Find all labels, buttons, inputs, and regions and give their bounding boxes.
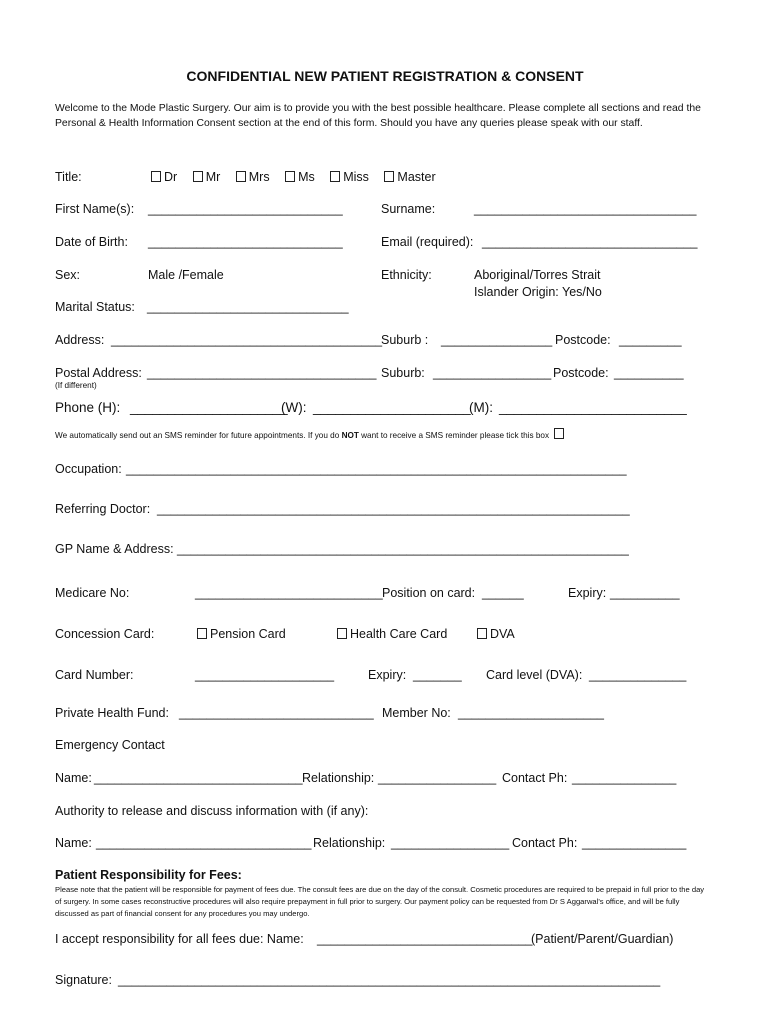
title-option-dr[interactable]: Dr [151, 170, 177, 184]
marital-status-label: Marital Status: [55, 300, 135, 314]
card-number-field[interactable]: ____________________ [195, 668, 335, 682]
suburb-field[interactable]: ________________ [441, 333, 553, 347]
emergency-name-label: Name: [55, 771, 92, 785]
card-level-label: Card level (DVA): [486, 668, 583, 682]
emergency-name-field[interactable]: ______________________________ [94, 771, 303, 785]
phone-mobile-field[interactable]: _________________________ [499, 400, 687, 415]
accept-label: I accept responsibility for all fees due: Name: [55, 932, 304, 946]
checkbox-icon[interactable] [193, 171, 203, 182]
address-field[interactable]: _______________________________________ [111, 333, 383, 347]
postal-postcode-label: Postcode: [553, 366, 609, 380]
checkbox-icon[interactable] [236, 171, 246, 182]
phone-work-field[interactable]: _____________________ [313, 400, 471, 415]
first-name-label: First Name(s): [55, 202, 135, 216]
authority-relationship-field[interactable]: _________________ [391, 836, 510, 850]
authority-phone-field[interactable]: _______________ [582, 836, 687, 850]
surname-label: Surname: [381, 202, 436, 216]
accept-name-field[interactable]: _______________________________ [317, 932, 533, 946]
card-level-field[interactable]: ______________ [589, 668, 687, 682]
concession-option-dva[interactable]: DVA [477, 627, 515, 641]
emergency-phone-label: Contact Ph: [502, 771, 568, 785]
title-option-master[interactable]: Master [384, 170, 435, 184]
fees-heading: Patient Responsibility for Fees: [55, 868, 242, 882]
form-title: CONFIDENTIAL NEW PATIENT REGISTRATION & CONSENT [186, 68, 584, 84]
checkbox-icon[interactable] [337, 628, 347, 639]
dob-label: Date of Birth: [55, 235, 128, 249]
accept-suffix: (Patient/Parent/Guardian) [531, 932, 674, 946]
occupation-label: Occupation: [55, 462, 122, 476]
gp-label: GP Name & Address: [55, 542, 174, 556]
sex-label: Sex: [55, 268, 81, 282]
checkbox-icon[interactable] [197, 628, 207, 639]
title-option-miss[interactable]: Miss [330, 170, 369, 184]
gp-field[interactable]: _________________________________________________________________ [177, 542, 629, 556]
title-options [151, 170, 436, 184]
dob-field[interactable]: ____________________________ [148, 235, 343, 249]
checkbox-icon[interactable] [151, 171, 161, 182]
phone-home-field[interactable]: _____________________ [130, 400, 288, 415]
title-option-mrs[interactable]: Mrs [236, 170, 270, 184]
postal-address-field[interactable]: _________________________________ [147, 366, 377, 380]
authority-heading: Authority to release and discuss information with (if any): [55, 804, 369, 818]
emergency-contact-heading: Emergency Contact [55, 738, 165, 752]
sex-value[interactable]: Male /Female [148, 268, 224, 282]
email-label: Email (required): [381, 235, 474, 249]
referring-doctor-field[interactable]: ____________________________________________________________________ [157, 502, 630, 516]
checkbox-icon[interactable] [330, 171, 340, 182]
title-option-mr[interactable]: Mr [193, 170, 221, 184]
card-expiry-field[interactable]: _______ [413, 668, 462, 682]
member-no-label: Member No: [382, 706, 451, 720]
ethnicity-value-line1[interactable]: Aboriginal/Torres Strait [474, 268, 601, 282]
title-label: Title: [55, 170, 82, 184]
concession-label: Concession Card: [55, 627, 155, 641]
ethnicity-value-line2[interactable]: Islander Origin: Yes/No [474, 285, 602, 299]
fees-text: Please note that the patient will be responsible for payment of fees due. The consult fees are due on the day of the consult. Cosmetic procedures are required to be prepaid in full prior to the day of surgery. In some cases reconstructive procedures will also require prepayment in full prior to surgery. Our payment policy can be requested from Dr S Aggarwal's office, and will be fully discussed as part of financial consent for any procedures you may undergo. [55, 885, 705, 918]
medicare-expiry-field[interactable]: __________ [610, 586, 680, 600]
occupation-field[interactable]: ________________________________________________________________________ [126, 462, 627, 476]
phone-work-label: (W): [281, 400, 307, 415]
authority-relationship-label: Relationship: [313, 836, 386, 850]
card-expiry-label: Expiry: [368, 668, 407, 682]
marital-status-field[interactable]: _____________________________ [147, 300, 349, 314]
surname-field[interactable]: ________________________________ [474, 202, 697, 216]
phone-mobile-label: (M): [469, 400, 493, 415]
authority-name-label: Name: [55, 836, 92, 850]
medicare-position-field[interactable]: ______ [482, 586, 524, 600]
phone-home-label: Phone (H): [55, 400, 121, 415]
ethnicity-label: Ethnicity: [381, 268, 432, 282]
member-no-field[interactable]: _____________________ [458, 706, 604, 720]
postal-suburb-field[interactable]: _________________ [433, 366, 552, 380]
first-name-field[interactable]: ____________________________ [148, 202, 343, 216]
concession-option-pension[interactable]: Pension Card [197, 627, 286, 641]
postal-suburb-label: Suburb: [381, 366, 425, 380]
checkbox-icon[interactable] [384, 171, 394, 182]
intro-text: Welcome to the Mode Plastic Surgery. Our aim is to provide you with the best possible healthcare. Please complete all sections and read the Personal & Health Information Consent section at the end of this form. Should you have any queries please speak with our staff. [55, 103, 701, 129]
suburb-label: Suburb : [381, 333, 429, 347]
sms-optout-checkbox-icon[interactable] [554, 428, 564, 439]
sms-notice: We automatically send out an SMS reminder for future appointments. If you do NOT want to receive a SMS reminder please tick this box [55, 428, 567, 440]
medicare-position-label: Position on card: [382, 586, 476, 600]
emergency-relationship-label: Relationship: [302, 771, 375, 785]
postal-address-note: (If different) [55, 381, 97, 390]
emergency-phone-field[interactable]: _______________ [572, 771, 677, 785]
health-fund-field[interactable]: ____________________________ [179, 706, 374, 720]
medicare-label: Medicare No: [55, 586, 130, 600]
health-fund-label: Private Health Fund: [55, 706, 169, 720]
email-field[interactable]: _______________________________ [482, 235, 698, 249]
title-option-ms[interactable]: Ms [285, 170, 315, 184]
postcode-label: Postcode: [555, 333, 611, 347]
checkbox-icon[interactable] [285, 171, 295, 182]
medicare-expiry-label: Expiry: [568, 586, 607, 600]
address-label: Address: [55, 333, 105, 347]
card-number-label: Card Number: [55, 668, 134, 682]
postal-address-label: Postal Address: [55, 366, 142, 380]
authority-phone-label: Contact Ph: [512, 836, 578, 850]
postcode-field[interactable]: _________ [619, 333, 682, 347]
signature-field[interactable]: ______________________________________________________________________________ [118, 973, 661, 987]
authority-name-field[interactable]: _______________________________ [96, 836, 312, 850]
signature-label: Signature: [55, 973, 112, 987]
medicare-field[interactable]: ___________________________ [195, 586, 383, 600]
emergency-relationship-field[interactable]: _________________ [378, 771, 497, 785]
postal-postcode-field[interactable]: __________ [614, 366, 684, 380]
checkbox-icon[interactable] [477, 628, 487, 639]
concession-option-health-care[interactable]: Health Care Card [337, 627, 447, 641]
referring-doctor-label: Referring Doctor: [55, 502, 151, 516]
